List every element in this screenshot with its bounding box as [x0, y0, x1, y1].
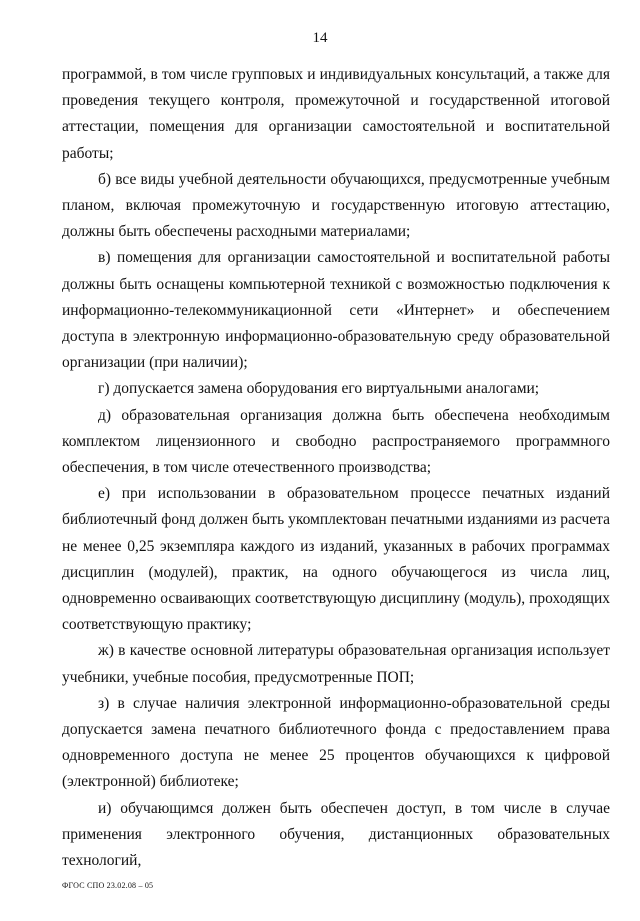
paragraph-e: е) при использовании в образовательном процессе печатных изданий библиотечный фонд должен быть укомплектован печатными изданиями из расчета не менее 0,25 экземпляра каждого из изданий, указанных в рабочих программах дисциплин (модулей), практик, на одного обучающегося из числа лиц, одновременно осваивающих соответствующую дисциплину (модуль), проходящих соответствующую практику;: [62, 485, 610, 634]
document-body: [62, 62, 610, 874]
footer-document-code: ФГОС СПО 23.02.08 – 05: [62, 881, 154, 890]
paragraph-d: д) образовательная организация должна быть обеспечена необходимым комплектом лицензионного и свободно распространяемого программного обеспечения, в том числе отечественного производства;: [62, 406, 610, 477]
paragraph-i: и) обучающимся должен быть обеспечен доступ, в том числе в случае применения электронного обучения, дистанционных образовательных технологий,: [62, 799, 610, 870]
paragraph-g: г) допускается замена оборудования его виртуальными аналогами;: [98, 380, 540, 398]
paragraph-z: з) в случае наличия электронной информационно-образовательной среды допускается замена печатного библиотечного фонда с предоставлением права одновременного доступа не менее 25 процентов обучающихся к цифровой (электронной) библиотеке;: [62, 694, 610, 791]
paragraph-v: в) помещения для организации самостоятельной и воспитательной работы должны быть оснащены компьютерной техникой с возможностью подключения к информационно-телекоммуникационной сети «Интернет» и обеспечением доступа в электронную информационно-образовательную среду образовательной организации (при наличии);: [62, 249, 610, 372]
paragraph-b: б) все виды учебной деятельности обучающихся, предусмотренные учебным планом, включая промежуточную и государственную итоговую аттестацию, должны быть обеспечены расходными материалами;: [62, 170, 610, 241]
paragraph-zh: ж) в качестве основной литературы образовательная организация использует учебники, учебные пособия, предусмотренные ПОП;: [62, 642, 610, 686]
page-number: 14: [312, 30, 328, 46]
paragraph-continuation: программой, в том числе групповых и индивидуальных консультаций, а также для проведения текущего контроля, промежуточной и государственной итоговой аттестации, помещения для организации самостоятельной и воспитательной работы;: [62, 66, 610, 162]
